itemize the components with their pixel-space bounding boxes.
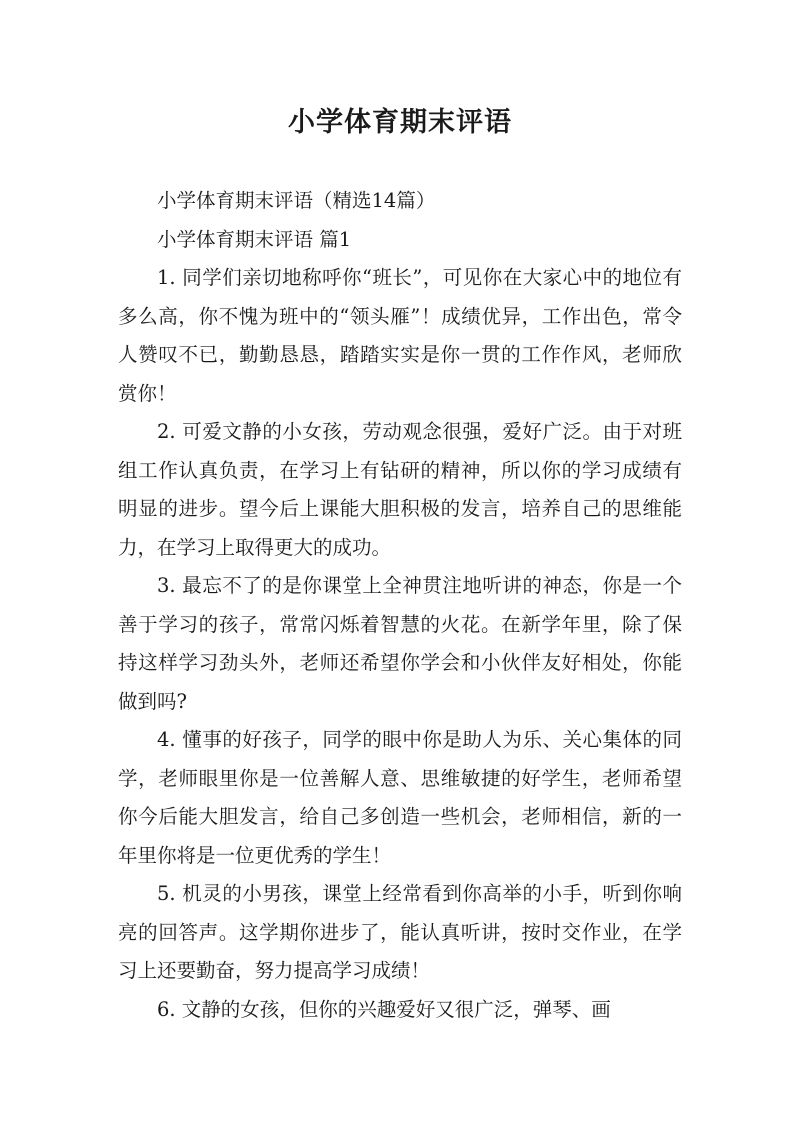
paragraph-3: 3. 最忘不了的是你课堂上全神贯注地听讲的神态，你是一个善于学习的孩子，常常闪烁着智慧的火花。在新学年里，除了保持这样学习劲头外，老师还希望你学会和小伙伴友好相处，你能做到吗? bbox=[118, 574, 682, 713]
paragraph-4: 4. 懂事的好孩子，同学的眼中你是助人为乐、关心集体的同学，老师眼里你是一位善解人意、思维敏捷的好学生，老师希望你今后能大胆发言，给自己多创造一些机会，老师相信，新的一年里你将是一位更优秀的学生！ bbox=[118, 728, 682, 867]
document-body bbox=[118, 182, 682, 1029]
document-title: 小学体育期末评语 bbox=[288, 107, 512, 138]
document-subtitle: 小学体育期末评语（精选14篇） bbox=[157, 189, 436, 212]
paragraph-2: 2. 可爱文静的小女孩，劳动观念很强，爱好广泛。由于对班组工作认真负责，在学习上有钻研的精神，所以你的学习成绩有明显的进步。望今后上课能大胆积极的发言，培养自己的思维能力，在学习上取得更大的成功。 bbox=[118, 420, 682, 559]
paragraph-1: 1. 同学们亲切地称呼你“班长”，可见你在大家心中的地位有多么高，你不愧为班中的“领头雁”！成绩优异，工作出色，常令人赞叹不已，勤勤恳恳，踏踏实实是你一贯的工作作风，老师欣赏你！ bbox=[118, 266, 682, 405]
paragraph-6: 6. 文静的女孩，但你的兴趣爱好又很广泛，弹琴、画 bbox=[157, 997, 611, 1021]
section-heading: 小学体育期末评语 篇1 bbox=[157, 227, 352, 251]
paragraph-5: 5. 机灵的小男孩，课堂上经常看到你高举的小手，听到你响亮的回答声。这学期你进步了，能认真听讲，按时交作业，在学习上还要勤奋，努力提高学习成绩！ bbox=[118, 882, 682, 982]
